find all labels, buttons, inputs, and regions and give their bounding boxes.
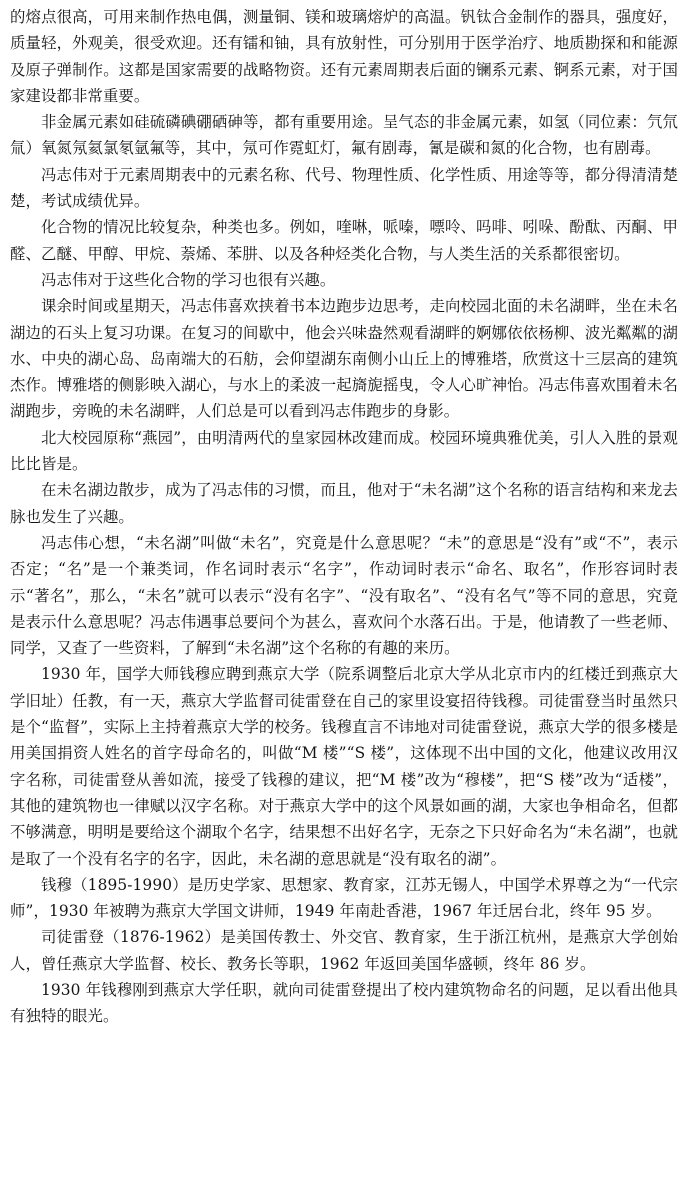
paragraph-7: 北大校园原称“燕园”，由明清两代的皇家园林改建而成。校园环境典雅优美，引人入胜的景观比比皆是。 [10,428,678,474]
paragraph-10: 1930 年，国学大师钱穆应聘到燕京大学（院系调整后北京大学从北京市内的红楼迁到燕京大学旧址）任教，有一天，燕京大学监督司徒雷登在自己的家里设宴招待钱穆。司徒雷登当时虽然只是个“监督”，实际上主持着燕京大学的校务。钱穆直言不讳地对司徒雷登说，燕京大学的很多楼是用美国捐资人姓名的首字母命名的，叫做“M 楼”“S 楼”，这体现不出中国的文化，他建议改用汉字名称，司徒雷登从善如流，接受了钱穆的建议，把“M 楼”改为“穆楼”，把“S 楼”改为“适楼”，其他的建筑物也一律赋以汉字名称。对于燕京大学中的这个风景如画的湖，大家也争相命名，但都不够满意，明明是要给这个湖取个名字，结果想不出好名字，无奈之下只好命名为“未名湖”，也就是取了一个没有名字的名字，因此，未名湖的意思就是“没有取名的湖”。 [10,665,678,868]
paragraph-3: 冯志伟对于元素周期表中的元素名称、代号、物理性质、化学性质、用途等等，都分得清清楚楚，考试成绩优异。 [10,165,678,211]
paragraph-5: 冯志伟对于这些化合物的学习也很有兴趣。 [41,270,336,289]
paragraph-1: 的熔点很高，可用来制作热电偶，测量铜、镁和玻璃熔炉的高温。钒钛合金制作的器具，强度好，质量轻，外观美，很受欢迎。还有镭和铀，具有放射性，可分别用于医学治疗、地质勘探和和能源及原子弹制作。这都是国家需要的战略物资。还有元素周期表后面的镧系元素、锕系元素，对于国家建设都非常重要。 [10,8,678,105]
paragraph-11: 钱穆（1895-1990）是历史学家、思想家、教育家，江苏无锡人，中国学术界尊之为“一代宗师”，1930 年被聘为燕京大学国文讲师，1949 年南赴香港，1967 年迁居台北，终年 95 岁。 [10,875,678,921]
paragraph-2: 非金属元素如硅硫磷碘硼硒砷等，都有重要用途。呈气态的非金属元素，如氢（同位素：氕氘氚）氧氮氖氦氯氡氩氟等，其中，氖可作霓虹灯，氟有剧毒，氰是碳和氮的化合物，也有剧毒。 [10,113,678,158]
paragraph-9: 冯志伟心想，“未名湖”叫做“未名”，究竟是什么意思呢？“未”的意思是“没有”或“不”，表示否定；“名”是一个兼类词，作名词时表示“名字”，作动词时表示“命名、取名”，作形容词时表示“著名”，那么，“未名”就可以表示“没有名字”、“没有取名”、“没有名气”等不同的意思，究竟是表示什么意思呢？冯志伟遇事总要问个为甚么，喜欢问个水落石出。于是，他请教了一些老师、同学，又查了一些资料，了解到“未名湖”这个名称的有趣的来历。 [10,533,678,658]
paragraph-6: 课余时间或星期天，冯志伟喜欢挟着书本边跑步边思考，走向校园北面的未名湖畔，坐在未名湖边的石头上复习功课。在复习的间歇中，他会兴味盎然观看湖畔的婀娜依依杨柳、波光粼粼的湖水、中央的湖心岛、岛南端大的石舫，会仰望湖东南侧小山丘上的博雅塔，欣赏这十三层高的建筑杰作。博雅塔的侧影映入湖心，与水上的柔波一起旖旎摇曳，令人心旷神怡。冯志伟喜欢围着未名湖跑步，旁晚的未名湖畔，人们总是可以看到冯志伟跑步的身影。 [10,297,678,421]
paragraph-8: 在未名湖边散步，成为了冯志伟的习惯，而且，他对于“未名湖”这个名称的语言结构和来龙去脉也发生了兴趣。 [10,481,678,526]
paragraph-4: 化合物的情况比较复杂，种类也多。例如，喹啉，哌嗪，嘌呤、吗啡、吲哚、酚酞、丙酮、甲醛、乙醚、甲醇、甲烷、萘烯、苯肼、以及各种烃类化合物，与人类生活的关系都很密切。 [10,218,678,263]
paragraph-12: 司徒雷登（1876-1962）是美国传教士、外交官、教育家，生于浙江杭州，是燕京大学创始人，曾任燕京大学监督、校长、教务长等职，1962 年返回美国华盛顿，终年 86 岁。 [10,928,678,973]
paragraph-13: 1930 年钱穆刚到燕京大学任职，就向司徒雷登提出了校内建筑物命名的问题，足以看出他具有独特的眼光。 [10,980,678,1026]
